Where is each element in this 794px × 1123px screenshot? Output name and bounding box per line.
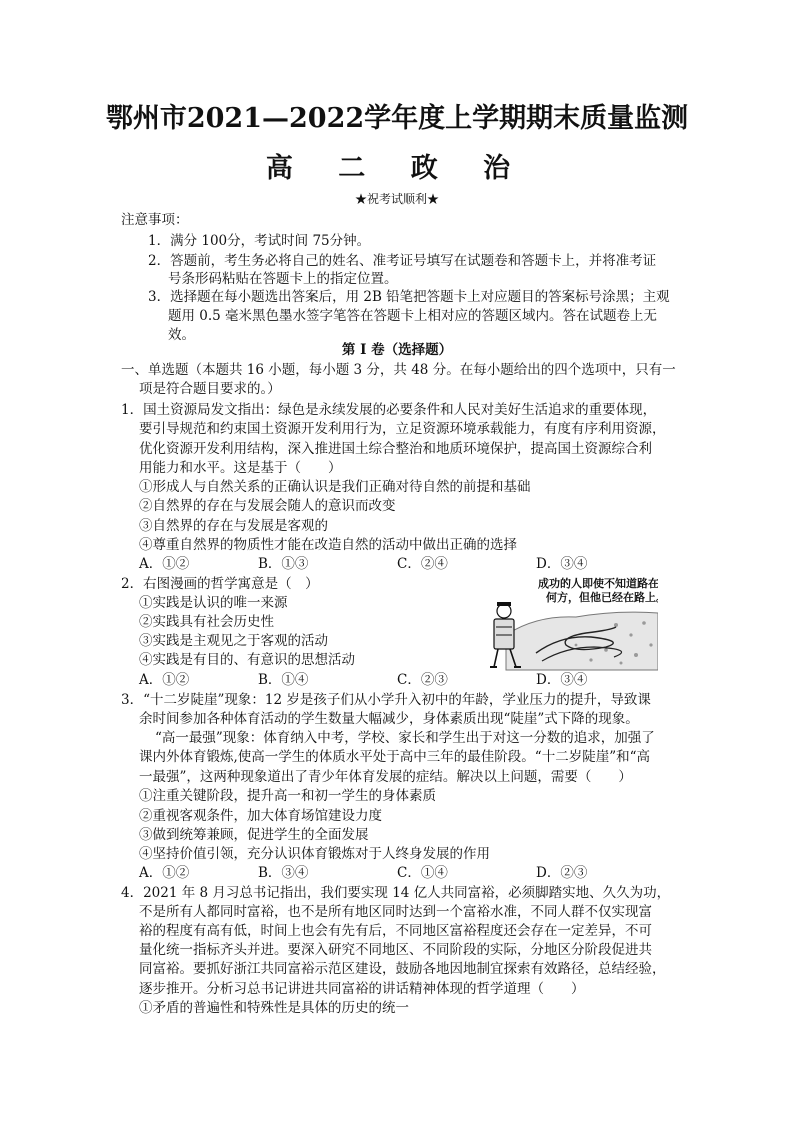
- option-a: A．①②: [139, 672, 190, 688]
- option-a: A．①②: [139, 556, 190, 572]
- section-intro: 一、单选题（本题共 16 小题，每小题 3 分，共 48 分。在每小题给出的四个选项中，只有一: [121, 362, 676, 378]
- subject-title: 高 二 政 治: [265, 153, 529, 184]
- question-3-text: 课内外体育锻炼,使高一学生的体质水平处于高中三年的最佳阶段。“十二岁陡崖”和“高: [139, 749, 650, 765]
- question-3-text: 余时间参加各种体育活动的学生数量大幅减少，身体素质出现“陡崖”式下降的现象。: [139, 711, 639, 727]
- note-line: 3．选择题在每小题选出答案后，用 2B 铅笔把答题卡上对应题目的答案标号涂黑；主观: [148, 289, 670, 305]
- option-d: D．③④: [536, 672, 588, 688]
- statement: ①注重关键阶段，提升高一和初一学生的身体素质: [139, 788, 436, 804]
- exam-title: 鄂州市2021—2022学年度上学期期末质量监测: [105, 103, 689, 134]
- option-c: C．②③: [397, 672, 448, 688]
- cartoon-caption-line: 何方，但他已经在路上。: [546, 591, 658, 604]
- question-1-text: 要引导规范和约束国土资源开发利用行为，立足资源环境承载能力，有度有序利用资源，: [139, 421, 666, 437]
- statement: ③自然界的存在与发展是客观的: [139, 518, 328, 534]
- statement: ④实践是有目的、有意识的思想活动: [139, 652, 355, 668]
- statement: ②自然界的存在与发展会随人的意识而改变: [139, 498, 396, 514]
- option-a: A．①②: [139, 865, 190, 881]
- question-1-text: 优化资源开发利用结构，深入推进国土综合整治和地质环境保护，提高国土资源综合利: [139, 441, 652, 457]
- cartoon-drawing: [466, 575, 658, 671]
- statement: ①形成人与自然关系的正确认识是我们正确对待自然的前提和基础: [139, 479, 531, 495]
- option-c: C．①④: [397, 865, 448, 881]
- option-d: D．③④: [536, 556, 588, 572]
- option-b: B．①③: [258, 556, 309, 572]
- question-4-text: 逐步推开。分析习总书记讲进共同富裕的讲话精神体现的哲学道理（ ）: [139, 981, 585, 997]
- option-d: D．②③: [536, 865, 588, 881]
- note-line: 效。: [168, 327, 195, 343]
- section-intro: 项是符合题目要求的。）: [139, 381, 281, 397]
- question-1-text: 用能力和水平。这是基于（ ）: [139, 460, 342, 476]
- question-4-text: 4．2021 年 8 月习总书记指出，我们要实现 14 亿人共同富裕，必须脚踏实地、久久为功，: [121, 885, 671, 901]
- statement: ①矛盾的普遍性和特殊性是具体的历史的统一: [139, 1000, 409, 1016]
- question-2-text: 2．右图漫画的哲学寓意是（ ）: [121, 576, 319, 592]
- note-line: 号条形码粘贴在答题卡上的指定位置。: [168, 271, 398, 287]
- statement: ③做到统筹兼顾，促进学生的全面发展: [139, 827, 369, 843]
- section-title: 第 Ⅰ 卷（选择题）: [341, 342, 453, 358]
- good-luck-line: ★祝考试顺利★: [354, 192, 439, 206]
- cartoon-image: [466, 575, 658, 671]
- note-line: 2．答题前，考生务必将自己的姓名、准考证号填写在试题卷和答题卡上，并将准考证: [148, 253, 657, 269]
- question-3-text: 一最强”，这两种现象道出了青少年体育发展的症结。解决以上问题，需要（ ）: [139, 769, 632, 785]
- option-b: B．①④: [258, 672, 309, 688]
- note-line: 题用 0.5 毫米黑色墨水签字笔答在答题卡上相对应的答题区域内。答在试题卷上无: [168, 308, 658, 324]
- statement: ④坚持价值引领，充分认识体育锻炼对于人终身发展的作用: [139, 846, 490, 862]
- question-3-text: “高一最强”现象：体育纳入中考，学校、家长和学生出于对这一分数的追求，加强了: [155, 730, 655, 746]
- question-4-text: 同富裕。要抓好浙江共同富裕示范区建设，鼓励各地因地制宜探索有效路径，总结经验，: [139, 961, 666, 977]
- cartoon-caption-line: 成功的人即使不知道路在: [538, 577, 658, 590]
- question-4-text: 不是所有人都同时富裕，也不是所有地区同时达到一个富裕水准，不同人群不仅实现富: [139, 904, 652, 920]
- statement: ③实践是主观见之于客观的活动: [139, 633, 328, 649]
- statement: ④尊重自然界的物质性才能在改造自然的活动中做出正确的选择: [139, 537, 517, 553]
- option-b: B．③④: [258, 865, 309, 881]
- notes-heading: 注意事项：: [121, 212, 189, 228]
- option-c: C．②④: [397, 556, 448, 572]
- question-4-text: 裕的程度有高有低，时间上也会有先有后，不同地区富裕程度还会存在一定差异，不可: [139, 923, 652, 939]
- question-1-text: 1．国土资源局发文指出：绿色是永续发展的必要条件和人民对美好生活追求的重要体现，: [121, 402, 657, 418]
- question-3-text: 3．“十二岁陡崖”现象：12 岁是孩子们从小学升入初中的年龄，学业压力的提升，导致课: [121, 692, 651, 708]
- question-4-text: 量化统一指标齐头并进。要深入研究不同地区、不同阶段的实际，分地区分阶段促进共: [139, 942, 652, 958]
- statement: ②重视客观条件，加大体育场馆建设力度: [139, 808, 382, 824]
- note-line: 1．满分 100分，考试时间 75分钟。: [148, 233, 371, 249]
- statement: ①实践是认识的唯一来源: [139, 595, 288, 611]
- statement: ②实践具有社会历史性: [139, 614, 274, 630]
